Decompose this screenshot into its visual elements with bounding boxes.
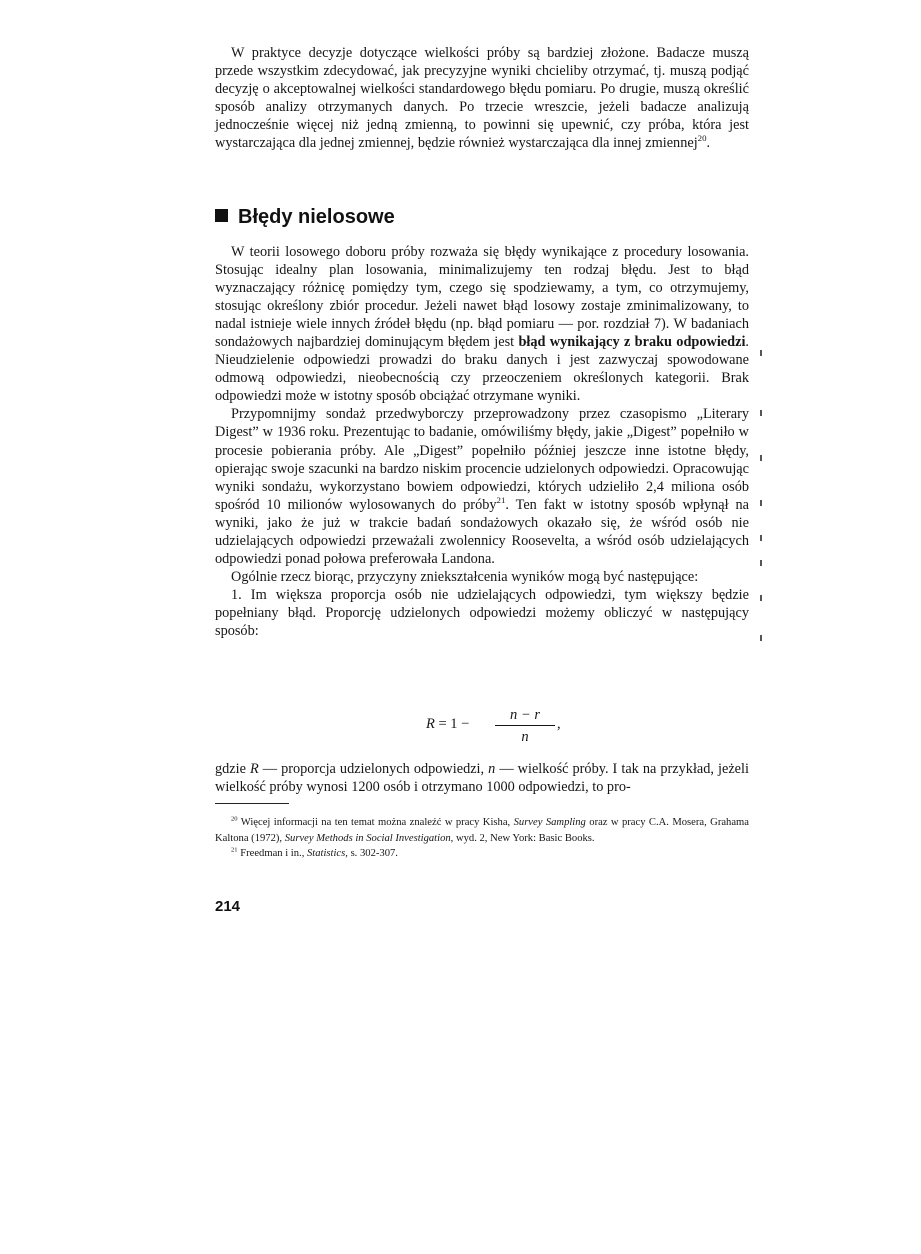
formula-denominator: n: [521, 729, 529, 745]
paragraph-causes: Ogólnie rzecz biorąc, przyczyny zniekształcenia wyników mogą być następujące:: [231, 568, 699, 585]
body-text: [215, 243, 749, 640]
intro-paragraph: W praktyce decyzje dotyczące wielkości próby są bardziej złożone. Badacze muszą przede wszystkim zdecydować, jak precyzyjne wyniki chcieliby otrzymać, tj. muszą podjąć decyzję o akceptowalnej wielkości standardowego błędu pomiaru. Po drugie, muszą określić sposób analizy otrzymanych danych. Po trzecie wreszcie, jeżeli badacze analizują jednocześnie więcej niż jedną zmienną, to powinni się upewnić, czy próba, która jest wystarczająca dla jednej zmiennej, będzie również wystarczająca dla innej zmiennej$^{20}$.: [215, 45, 749, 152]
section-heading: Błędy nielosowe: [215, 204, 395, 230]
formula-numerator: n − r: [510, 707, 540, 723]
scan-edge-artifacts: [760, 350, 764, 650]
bullet-square-icon: [215, 209, 228, 222]
book-page: W praktyce decyzje dotyczące wielkości próby są bardziej złożone. Badacze muszą przede wszystkim zdecydować, jak precyzyjne wyniki chcieliby otrzymać, tj. muszą podjąć decyzję o akceptowalnej wielkości standardowego błędu pomiaru. Po drugie, muszą określić sposób analizy otrzymanych danych. Po trzecie wreszcie, jeżeli badacze analizują jednocześnie więcej niż jedną zmienną, to powinni się upewnić, czy próba, która jest wystarczająca dla jednej zmiennej, będzie również wystarczająca dla innej zmiennej$^{20}$. Błędy nielosowe W teorii losowego doboru próby rozważa się błędy wynikające z procedury losowania. Stosując idealny plan losowania, minimalizujemy ten rodzaj błędu. Jest to błąd wyznaczający różnicę pomiędzy tym, czego się spodziewamy, a tym, co otrzymujemy, stosując określony zbiór procedur. Jeżeli nawet błąd losowy zostaje zminimalizowany, to nadal istnieje wiele innych źródeł błędu (np. błąd pomiaru — por. rozdział 7). W badaniach sondażowych najbardziej dominującym błędem jest błąd wynikający z braku odpowiedzi. Nieudzielenie odpowiedzi prowadzi do braku danych i jest zazwyczaj spowodowane odmową odpowiedzi, nieobecnością czy przeoczeniem określonych kategorii. Brak odpowiedzi może w istotny sposób obciążać otrzymane wyniki. Przypomnijmy sondaż przedwyborczy przeprowadzony przez czasopismo „Literary Digest” w 1936 roku. Prezentując to badanie, omówiliśmy błędy, jakie „Digest” popełniło w procesie pobierania próby. Ale „Digest” popełniło później jeszcze inne istotne błędy, opierając swoje szacunki na bardzo niskim procencie udzielonych odpowiedzi. Opracowując wyniki sondażu, wykorzystano bowiem odpowiedzi, których udzieliło 2,4 miliona osób spośród 10 milionów wylosowanych do próby$^{21}$. Ten fakt w istotny sposób wpłynął na wyniki, jako że już w trakcie badań sondażowych okazało się, że wśród osób nie udzielających odpowiedzi przeważali zwolennicy Roosevelta, a wśród osób udzielających odpowiedzi ponad połowa preferowała Landona. Ogólnie rzecz biorąc, przyczyny zniekształcenia wyników mogą być następujące: 1. Im większa proporcja osób nie udzielających odpowiedzi, tym większy będzie popełniany błąd. Proporcję udzielonych odpowiedzi możemy obliczyć w następujący sposób: R = 1 − n − r n , gdzie R — proporcja udzielonych odpowiedzi, n — wielkość próby. I tak na przykład, jeżeli wielkość próby wynosi 1200 osób i otrzymano 1000 odpowiedzi, to pro- $^{20}$ Więcej informacji na ten temat można znaleźć w pracy Kisha, Survey Sampling oraz w pracy C.A. Mosera, Grahama Kaltona (1972), Survey Methods in Social Investigation, wyd. 2, New York: Basic Books. $^{21}$ Freedman i in., Statistics, s. 302-307. 214: [0, 0, 921, 1254]
formula-fraction: [495, 706, 555, 746]
footnote-ref-20: 20: [697, 133, 707, 144]
footnote-20: $^{20}$ Więcej informacji na ten temat można znaleźć w pracy Kisha, Survey Sampling oraz w pracy C.A. Mosera, Grahama Kaltona (1972), Survey Methods in Social Investigation, wyd. 2, New York: Basic Books.: [215, 815, 749, 844]
page-number: 214: [215, 898, 241, 915]
footnote-separator: [215, 803, 289, 804]
footnote-21: $^{21}$ Freedman i in., Statistics, s. 302-307.: [231, 846, 398, 859]
paragraph-literary-digest: Przypomnijmy sondaż przedwyborczy przeprowadzony przez czasopismo „Literary Digest” w 1936 roku. Prezentując to badanie, omówiliśmy błędy, jakie „Digest” popełniło w procesie pobierania próby. Ale „Digest” popełniło później jeszcze inne istotne błędy, opierając swoje szacunki na bardzo niskim procencie udzielonych odpowiedzi. Opracowując wyniki sondażu, wykorzystano bowiem odpowiedzi, których udzieliło 2,4 miliona osób spośród 10 milionów wylosowanych do próby$^{21}$. Ten fakt w istotny sposób wpłynął na wyniki, jako że już w trakcie badań sondażowych okazało się, że wśród osób nie udzielających odpowiedzi przeważali zwolennicy Roosevelta, a wśród osób udzielających odpowiedzi ponad połowa preferowała Landona.: [215, 406, 749, 567]
paragraph-point-1: 1. Im większa proporcja osób nie udzielających odpowiedzi, tym większy będzie popełniany błąd. Proporcję udzielonych odpowiedzi możemy obliczyć w następujący sposób:: [215, 586, 749, 639]
formula-explanation: gdzie R — proporcja udzielonych odpowiedzi, n — wielkość próby. I tak na przykład, jeżeli wielkość próby wynosi 1200 osób i otrzymano 1000 odpowiedzi, to pro-: [215, 761, 749, 796]
bold-term-nonresponse-error: błąd wynikający z braku odpowiedzi: [518, 334, 746, 351]
fraction-bar: [495, 725, 555, 726]
footnotes: [215, 815, 749, 862]
formula-var-R: R: [426, 716, 435, 732]
footnote-ref-21: 21: [496, 494, 506, 505]
paragraph-random-sampling-errors: W teorii losowego doboru próby rozważa się błędy wynikające z procedury losowania. Stosując idealny plan losowania, minimalizujemy ten rodzaj błędu. Jest to błąd wyznaczający różnicę pomiędzy tym, czego się spodziewamy, a tym, co otrzymujemy, stosując określony zbiór procedur. Jeżeli nawet błąd losowy zostaje zminimalizowany, to nadal istnieje wiele innych źródeł błędu (np. błąd pomiaru — por. rozdział 7). W badaniach sondażowych najbardziej dominującym błędem jest błąd wynikający z braku odpowiedzi. Nieudzielenie odpowiedzi prowadzi do braku danych i jest zazwyczaj spowodowane odmową odpowiedzi, nieobecnością czy przeoczeniem określonych kategorii. Brak odpowiedzi może w istotny sposób obciążać otrzymane wyniki.: [215, 244, 749, 405]
